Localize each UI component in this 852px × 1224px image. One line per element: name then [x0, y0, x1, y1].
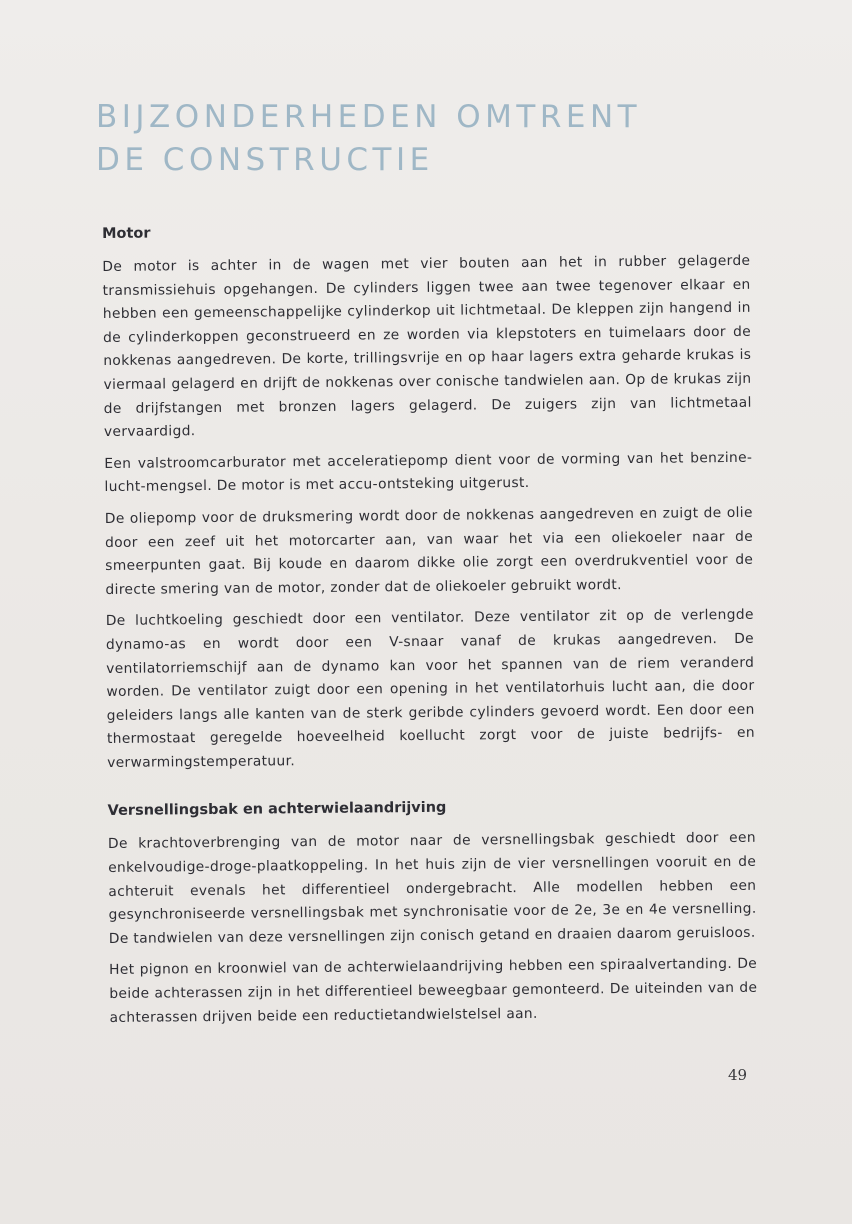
- paragraph: De motor is achter in de wagen met vier bouten aan het in rubber gelagerde transmissiehuis opgehangen. De cylinders liggen twee aan twee tegenover elkaar en hebben een gemeenschappelijke cylinderkop uit lichtmetaal. De kleppen zijn hangend in de cylinderkoppen geconstrueerd en ze worden via klepstoters en tuimelaars door de nokkenas aangedreven. De korte, trillingsvrije en op haar lagers extra geharde krukas is viermaal gelagerd en drijft de nokkenas over conische tandwielen aan. Op de krukas zijn de drijfstangen met bronzen lagers gelagerd. De zuigers zijn van lichtmetaal vervaardigd.: [102, 252, 752, 441]
- paragraph: Een valstroomcarburator met acceleratiepomp dient voor de vorming van het benzine-lucht-mengsel. De motor is met accu-ontsteking uitgerust.: [104, 449, 753, 496]
- paragraph: De luchtkoeling geschiedt door een ventilator. Deze ventilator zit op de verlengde dynamo-as en wordt door een V-snaar vanaf de krukas aangedreven. De ventilatorriemschijf aan de dynamo kan voor het spannen van de riem veranderd worden. De ventilator zuigt door een opening in het ventilatorhuis lucht aan, die door geleiders langs alle kanten van de sterk geribde cylinders gevoerd wordt. Een door een thermostaat geregelde hoeveelheid koellucht zorgt voor de juiste bedrijfs- en verwarmingstemperatuur.: [105, 607, 755, 771]
- paragraph: Het pignon en kroonwiel van de achterwielaandrijving hebben een spiraalvertanding. De beide achterassen zijn in het differentieel beweegbaar gemonteerd. De uiteinden van de achterassen drijven beide een reductietandwielstelsel aan.: [109, 956, 758, 1026]
- section-heading-motor: Motor: [102, 225, 151, 242]
- paragraph: De krachtoverbrenging van de motor naar de versnellingsbak geschiedt door een enkelvoudige-droge-plaatkoppeling. In het huis zijn de vier versnellingen vooruit en de achteruit evenals het differentieel ondergebracht. Alle modellen hebben een gesynchroniseerde versnellingsbak met synchronisatie voor de 2e, 3e en 4e versnelling. De tandwielen van deze versnellingen zijn conisch getand en draaien daarom geruisloos.: [107, 830, 757, 947]
- section-heading-versnellingsbak: Versnellingsbak en achterwielaandrijving: [107, 800, 447, 820]
- title-line-2: DE CONSTRUCTIE: [96, 142, 434, 178]
- paragraph: De oliepomp voor de druksmering wordt door de nokkenas aangedreven en zuigt de olie door een zeef uit het motorcarter aan, van waar het via een oliekoeler naar de smeerpunten gaat. Bij koude en daarom dikke olie zorgt een overdrukventiel voor de directe smering van de motor, zonder dat de oliekoeler gebruikt wordt.: [104, 504, 754, 598]
- page-title: [96, 96, 776, 182]
- page-content: [102, 220, 758, 1038]
- section-motor: [102, 220, 755, 776]
- title-line-1: BIJZONDERHEDEN OMTRENT: [96, 99, 642, 135]
- section-versnellingsbak: [108, 797, 758, 1030]
- page-number: 49: [728, 1066, 748, 1084]
